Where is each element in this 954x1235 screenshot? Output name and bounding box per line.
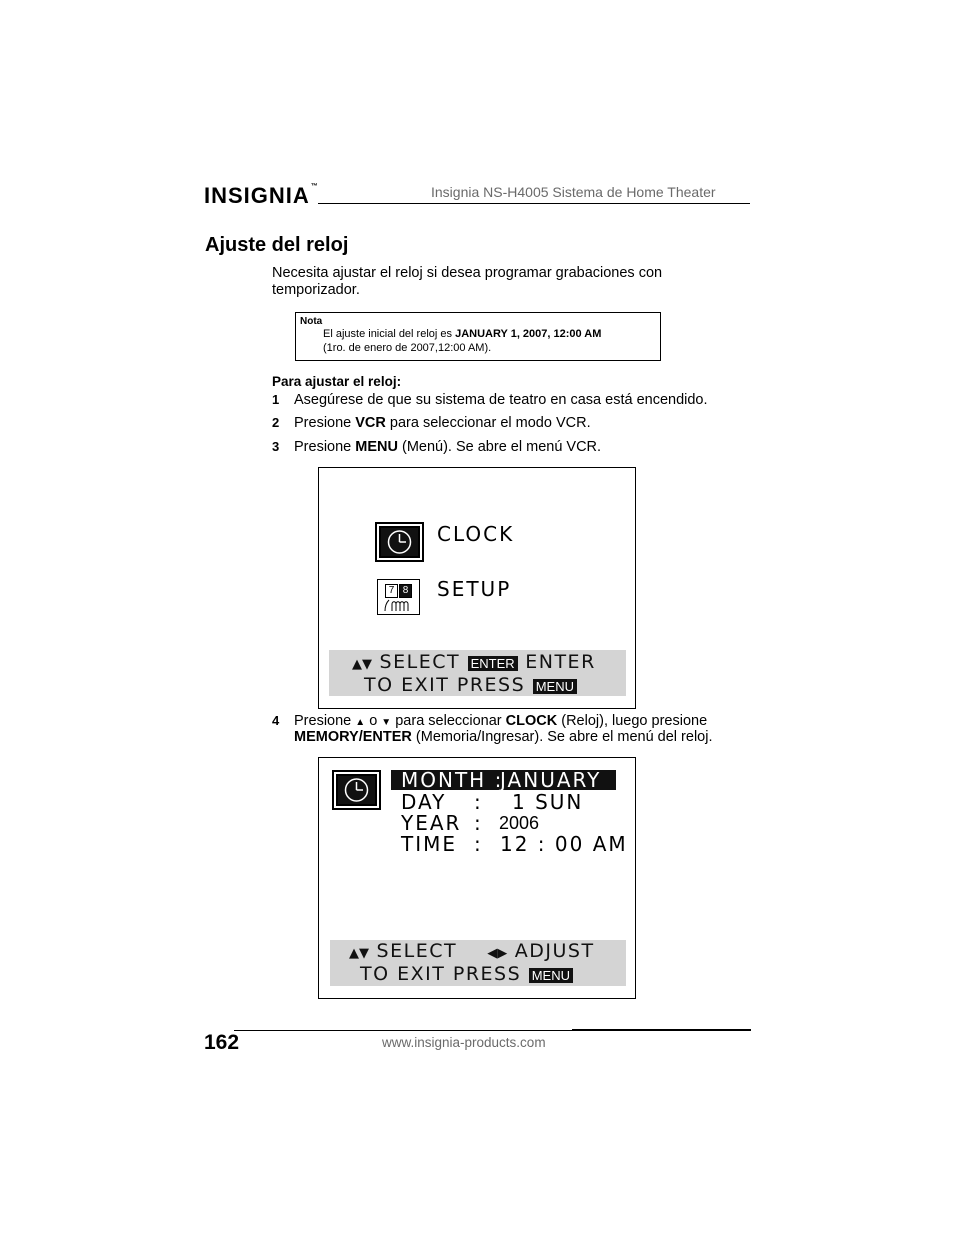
step-3: 3 Presione MENU (Menú). Se abre el menú VCR. xyxy=(272,439,602,455)
menu-key-tag: MENU xyxy=(533,679,577,694)
clock-icon-frame xyxy=(375,522,424,562)
up-arrow-icon: ▲ xyxy=(349,946,359,961)
enter-key-tag: ENTER xyxy=(468,656,518,671)
down-arrow-icon: ▼ xyxy=(359,946,369,961)
clock-help-line-1: ▲▼ SELECT ◀▶ ADJUST xyxy=(349,940,595,962)
down-arrow-icon: ▼ xyxy=(381,717,392,728)
time-label: TIME xyxy=(401,832,458,856)
header-rule xyxy=(318,203,750,204)
page-number: 162 xyxy=(204,1031,240,1054)
footer-rule-accent xyxy=(572,1029,751,1031)
clock-icon xyxy=(381,528,418,556)
left-arrow-icon: ◀ xyxy=(487,946,498,961)
clock-help-line-2: TO EXIT PRESS MENU xyxy=(360,963,573,985)
intro-paragraph: Necesita ajustar el reloj si desea programar grabaciones con temporizador. xyxy=(272,265,663,298)
note-label: Nota xyxy=(300,316,323,327)
step-2: 2 Presione VCR para seleccionar el modo VCR. xyxy=(272,415,591,431)
insignia-logo: INSIGNIA™ xyxy=(204,183,319,208)
step-4: 4 Presione ▲ o ▼ para seleccionar CLOCK (Reloj), luego presione xyxy=(272,713,708,729)
year-value: 2006 xyxy=(499,813,540,833)
clock-icon xyxy=(338,776,375,804)
day-label: DAY xyxy=(401,790,447,814)
footer-url[interactable]: www.insignia-products.com xyxy=(382,1035,546,1050)
vcr-help-line-2: TO EXIT PRESS MENU xyxy=(364,674,577,696)
right-arrow-icon: ▶ xyxy=(497,946,508,961)
month-label: MONTH : xyxy=(401,768,504,792)
clock-menu-label: CLOCK xyxy=(437,522,515,546)
time-value: 12 : 00 AM xyxy=(500,832,628,856)
setup-icon: 7 8 xyxy=(377,579,420,615)
setup-menu-label: SETUP xyxy=(437,577,512,601)
up-arrow-icon: ▲ xyxy=(355,717,366,728)
day-colon: : xyxy=(474,790,483,814)
year-label: YEAR xyxy=(401,811,462,835)
steps-title: Para ajustar el reloj: xyxy=(272,374,402,389)
menu-key-tag: MENU xyxy=(529,968,573,983)
up-arrow-icon: ▲ xyxy=(352,657,362,672)
down-arrow-icon: ▼ xyxy=(362,657,372,672)
vcr-help-line-1: ▲▼ SELECT ENTER ENTER xyxy=(352,651,596,673)
clock-icon-frame-2 xyxy=(332,770,381,810)
month-value: JANUARY xyxy=(500,768,602,792)
time-colon: : xyxy=(474,832,483,856)
step-1: 1 Asegúrese de que su sistema de teatro en casa está encendido. xyxy=(272,392,708,408)
header-title: Insignia NS-H4005 Sistema de Home Theater xyxy=(431,184,716,200)
year-colon: : xyxy=(474,811,483,835)
day-value: 1 SUN xyxy=(512,790,584,814)
step-4-continued: MEMORY/ENTER (Memoria/Ingresar). Se abre el menú del reloj. xyxy=(294,729,713,745)
section-title: Ajuste del reloj xyxy=(205,234,349,256)
note-text: El ajuste inicial del reloj es JANUARY 1, 2007, 12:00 AM (1ro. de enero de 2007,12:00 AM). xyxy=(323,328,602,354)
